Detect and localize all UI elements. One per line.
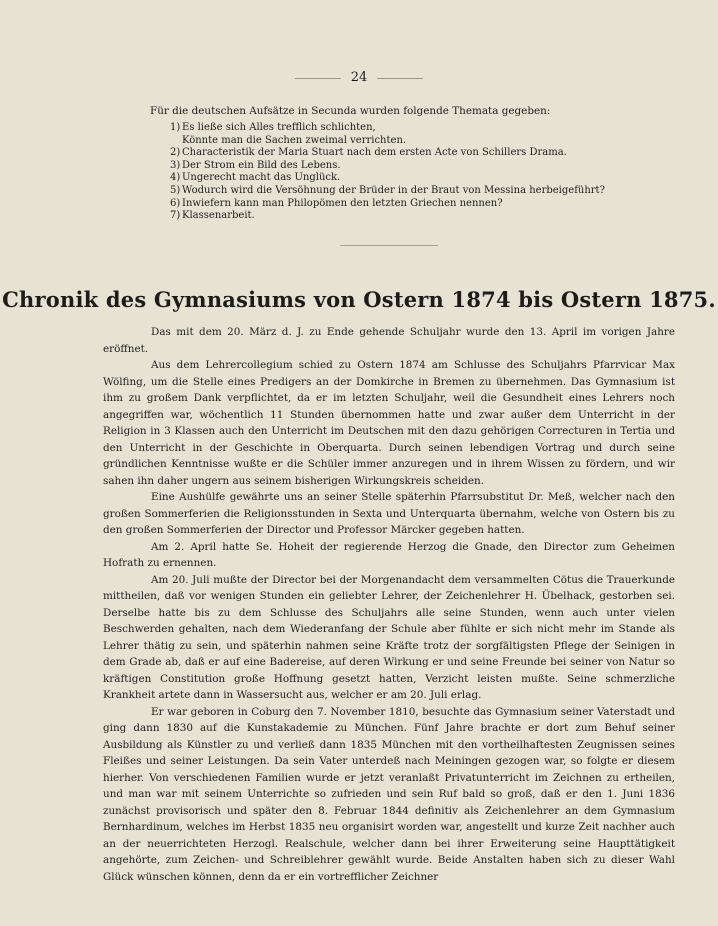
- theme-item: [170, 172, 605, 185]
- theme-item: [170, 147, 605, 160]
- header-rule-right: [377, 78, 423, 79]
- theme-text: Es ließe sich Alles trefflich schlichten, Könnte man die Sachen zweimal verrichten.: [182, 122, 407, 146]
- theme-text: Der Strom ein Bild des Lebens.: [182, 159, 341, 171]
- theme-text: Characteristik der Maria Stuart nach dem ersten Acte von Schillers Drama.: [182, 147, 567, 159]
- section-divider: [340, 245, 438, 246]
- theme-number: 7): [170, 210, 181, 222]
- theme-text: Wodurch wird die Versöhnung der Brüder in der Braut von Messina herbeigeführt?: [182, 184, 605, 196]
- theme-item: [170, 185, 605, 198]
- themes-list: [170, 122, 605, 223]
- page-header: [0, 70, 718, 86]
- paragraph: Eine Aushülfe gewährte uns an seiner Stelle späterhin Pfarrsubstitut Dr. Meß, welcher nach den großen Sommerferien die Religionsstunden in Sexta und Unterquarta übernahm, welche von Ostern bis zu den großen Sommerferien der Director und Professor Märcker gegeben hatten.: [103, 491, 675, 536]
- paragraph: Das mit dem 20. März d. J. zu Ende gehende Schuljahr wurde den 13. April im vorigen Jahre eröffnet.: [103, 326, 675, 355]
- paragraph: Er war geboren in Coburg den 7. November 1810, besuchte das Gymnasium seiner Vaterstadt und ging dann 1830 auf die Kunstakademie zu München. Fünf Jahre brachte er dort zum Behuf seiner Ausbildung als Künstler zu und verließ dann 1835 München mit den vortheilhaftesten Zeugnissen seines Fleißes und seiner Leistungen. Da sein Vater unterdeß nach Meiningen gezogen war, so folgte er diesem hierher. Von verschiedenen Familien wurde er jetzt veranlaßt Privatunterricht im Zeichnen zu ertheilen, und man war mit seinem Unterrichte so zufrieden und sein Ruf bald so groß, daß er den 1. Juni 1836 zunächst provisorisch und später den 8. Februar 1844 definitiv als Zeichenlehrer an dem Gymnasium Bernhardinum, welches im Herbst 1835 neu organisirt worden war, angestellt und kurze Zeit nachher auch an der neuerrichteten Herzogl. Realschule, welcher dann bei ihrer Erweiterung seine Haupttätigkeit angehörte, zum Zeichen- und Schreiblehrer gewählt wurde. Beide Anstalten haben sich zu dieser Wahl Glück wünschen können, denn da er ein vortrefflicher Zeichner: [103, 705, 675, 883]
- paragraph: Am 2. April hatte Se. Hoheit der regierende Herzog die Gnade, den Director zum Geheimen Hofrath zu ernennen.: [103, 540, 675, 569]
- theme-number: 1): [170, 122, 181, 133]
- paragraph: Aus dem Lehrercollegium schied zu Ostern 1874 am Schlusse des Schuljahrs Pfarrvicar Max Wölfing, um die Stelle eines Predigers an der Domkirche in Bremen zu übernehmen. Das Gymnasium ist ihm zu großem Dank verpflichtet, da er im letzten Schuljahr, weil die Gesundheit eines Lehrers noch angegriffen war, wöchentlich 11 Stunden übernommen hatte und zwar außer dem Unterricht in der Religion in 3 Klassen auch den Unterricht im Deutschen mit den dazu gehörigen Correcturen in Tertia und den Unterricht in der Geschichte in Oberquarta. Durch seinen lebendigen Vortrag und durch seine gründlichen Kenntnisse wußte er die Schüler immer anzuregen und in ihrem Wissen zu fördern, und wir sahen ihn daher ungern aus seinem bisherigen Wirkungskreis scheiden.: [103, 359, 675, 487]
- theme-number: 5): [170, 184, 181, 196]
- theme-item: [170, 198, 605, 211]
- header-rule-left: [295, 78, 341, 79]
- paragraph: Am 20. Juli mußte der Director bei der Morgenandacht dem versammelten Cötus die Trauerkunde mittheilen, daß vor wenigen Stunden ein geliebter Lehrer, der Zeichenlehrer H. Übelhack, gestorben sei. Derselbe hatte bis zu dem Schlusse des Schuljahrs alle seine Stunden, wenn auch unter vielen Beschwerden gehalten, nach dem Wiederanfang der Schule aber fühlte er sich nicht mehr im Stande als Lehrer thätig zu sein, und späterhin nahmen seine Kräfte trotz der sorgfältigsten Pflege der Seinigen in dem Grade ab, daß er auf eine Badereise, auf deren Wirkung er und seine Freunde bei seiner von Natur so kräftigen Constitution große Hoffnung gesetzt hatten, Verzicht leisten mußte. Seine schmerzliche Krankheit artete dann in Wassersucht aus, welcher er am 20. Juli erlag.: [103, 573, 675, 701]
- chronicle-title: Chronik des Gymnasiums von Ostern 1874 bis Ostern 1875.: [2, 287, 716, 312]
- page-number: 24: [350, 70, 368, 85]
- theme-item: [170, 160, 605, 173]
- theme-text: Inwiefern kann man Philopömen den letzten Griechen nennen?: [182, 197, 503, 209]
- theme-number: 3): [170, 159, 181, 171]
- theme-text: Klassenarbeit.: [182, 210, 255, 222]
- theme-number: 2): [170, 147, 181, 159]
- chronicle-body: [103, 324, 675, 885]
- themes-intro: Für die deutschen Aufsätze in Secunda wurden folgende Themata gegeben:: [150, 105, 551, 117]
- theme-item: [170, 122, 605, 147]
- theme-text: Ungerecht macht das Unglück.: [182, 172, 341, 184]
- theme-number: 6): [170, 197, 181, 209]
- theme-number: 4): [170, 172, 181, 184]
- theme-item: [170, 210, 605, 223]
